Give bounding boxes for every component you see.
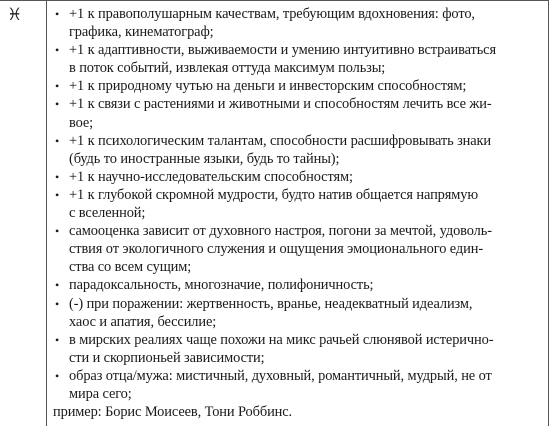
- trait-item: [53, 295, 543, 331]
- trait-line: +1 к правополушарным качествам, требующим вдохновения: фото,: [69, 6, 475, 22]
- trait-item: [53, 276, 543, 294]
- bullet-icon: •: [55, 296, 60, 311]
- trait-line: вое;: [69, 114, 94, 131]
- trait-item: [53, 95, 543, 131]
- trait-line: ства со всем сущим;: [69, 259, 192, 276]
- trait-line: сти и скорпионьей зависимости;: [69, 349, 265, 366]
- sign-cell: [0, 1, 47, 426]
- trait-item: [53, 367, 543, 403]
- trait-line: в поток событий, извлекая оттуда максимум пользы;: [69, 60, 386, 77]
- trait-line: парадоксальность, многозначие, полифоничность;: [69, 277, 374, 294]
- trait-item: [53, 222, 543, 276]
- bullet-icon: •: [55, 224, 60, 239]
- bullet-icon: •: [55, 169, 60, 184]
- bullet-icon: •: [55, 278, 60, 293]
- trait-line: графика, кинематограф;: [69, 24, 214, 41]
- trait-line: ствия от экологичного служения и ощущения эмоционального един-: [69, 241, 484, 258]
- trait-line: +1 к психологическим талантам, способности расшифровывать знаки: [69, 132, 492, 149]
- trait-item: [53, 132, 543, 168]
- bullet-icon: •: [55, 79, 60, 94]
- trait-item: [53, 168, 543, 186]
- bullet-icon: •: [55, 332, 60, 347]
- trait-line: +1 к научно-исследовательским способностям;: [69, 168, 353, 185]
- trait-line: самооценка зависит от духовного настроя, погони за мечтой, удоволь-: [69, 223, 492, 240]
- trait-item: [53, 5, 543, 41]
- trait-line: (будь то иностранные языки, будь то тайны);: [69, 150, 340, 167]
- description-cell: [53, 5, 543, 421]
- bullet-icon: •: [55, 43, 60, 58]
- trait-line: в мирских реалиях чаще похожи на микс рачьей слюнявой истерично-: [69, 331, 494, 348]
- pisces-icon: ♓: [7, 5, 23, 25]
- trait-item: [53, 186, 543, 222]
- trait-line: +1 к глубокой скромной мудрости, будто натив общается напрямую: [69, 186, 479, 203]
- trait-line: (-) при поражении: жертвенность, вранье, неадекватный идеализм,: [69, 295, 473, 312]
- bullet-icon: •: [55, 187, 60, 202]
- bullet-icon: •: [55, 7, 60, 21]
- trait-line: +1 к природному чутью на деньги и инвесторским способностям;: [69, 78, 467, 95]
- example-line: пример: Борис Моисеев, Тони Роббинс.: [53, 404, 293, 421]
- trait-item: [53, 331, 543, 367]
- trait-line: мира сего;: [69, 385, 132, 402]
- trait-line: +1 к адаптивности, выживаемости и умению интуитивно встраиваться: [69, 42, 496, 59]
- trait-line: +1 к связи с растениями и животными и способностям лечить все жи-: [69, 96, 492, 113]
- bullet-icon: •: [55, 368, 60, 383]
- trait-line: с вселенной;: [69, 205, 146, 222]
- trait-item: [53, 41, 543, 77]
- trait-item: [53, 77, 543, 95]
- trait-line: образ отца/мужа: мистичный, духовный, романтичный, мудрый, не от: [69, 367, 492, 384]
- bullet-icon: •: [55, 97, 60, 112]
- trait-list: [53, 5, 543, 403]
- bullet-icon: •: [55, 133, 60, 148]
- trait-line: хаос и апатия, бессилие;: [69, 313, 217, 330]
